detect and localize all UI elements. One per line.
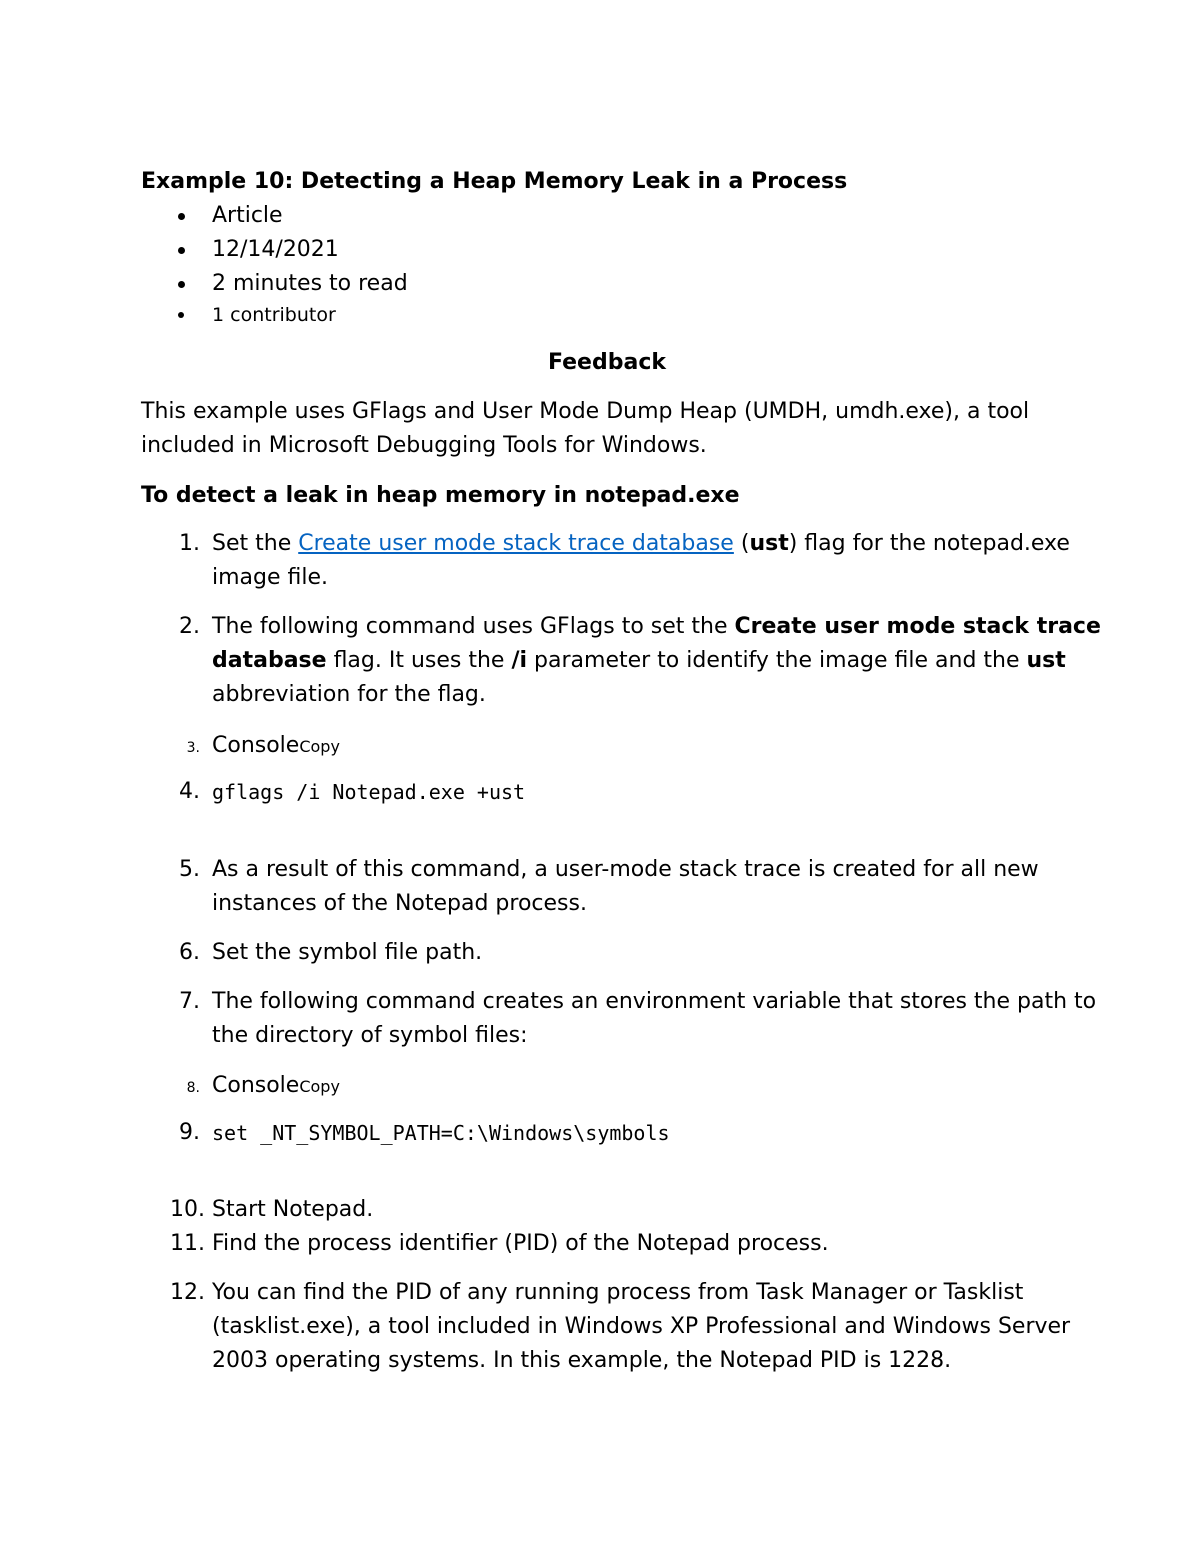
- step-number: 5.: [179, 857, 200, 882]
- step-number: 10.: [170, 1197, 205, 1222]
- meta-date: 12/14/2021: [212, 237, 339, 262]
- step-number: 3.: [186, 740, 200, 756]
- step-2-line-2: database flag. It uses the /i parameter to identify the image file and the ust: [212, 648, 1066, 673]
- step-5-line-1: As a result of this command, a user-mode stack trace is created for all new: [212, 857, 1039, 882]
- step-1-line-1: Set the Create user mode stack trace database (ust) flag for the notepad.exe: [212, 531, 1070, 556]
- ust-flag-link[interactable]: Create user mode stack trace database: [298, 531, 734, 556]
- intro-line-1: This example uses GFlags and User Mode Dump Heap (UMDH, umdh.exe), a tool: [141, 399, 1030, 424]
- bullet-icon: [178, 312, 184, 318]
- step-7-line-2: the directory of symbol files:: [212, 1023, 528, 1048]
- bullet-icon: [178, 213, 185, 220]
- step-2-line-3: abbreviation for the flag.: [212, 682, 486, 707]
- step-1-line-2: image file.: [212, 565, 329, 590]
- step-number: 8.: [186, 1080, 200, 1096]
- meta-contributors: 1 contributor: [212, 304, 336, 326]
- step-number: 7.: [179, 989, 200, 1014]
- step-10-text: Start Notepad.: [212, 1197, 374, 1222]
- step-12-line-2: (tasklist.exe), a tool included in Windows XP Professional and Windows Server: [212, 1314, 1071, 1339]
- step-12-line-3: 2003 operating systems. In this example, the Notepad PID is 1228.: [212, 1348, 952, 1373]
- bullet-icon: [178, 247, 185, 254]
- step-12-line-1: You can find the PID of any running process from Task Manager or Tasklist: [212, 1280, 1024, 1305]
- step-2-line-1: The following command uses GFlags to set the Create user mode stack trace: [212, 614, 1101, 639]
- step-11-text: Find the process identifier (PID) of the Notepad process.: [212, 1231, 829, 1256]
- step-7-line-1: The following command creates an environment variable that stores the path to: [212, 989, 1097, 1014]
- step-number: 12.: [170, 1280, 205, 1305]
- copy-button[interactable]: Copy: [299, 1077, 340, 1096]
- console-label: ConsoleCopy: [212, 1073, 340, 1098]
- step-6-text: Set the symbol file path.: [212, 940, 483, 965]
- intro-line-2: included in Microsoft Debugging Tools for Windows.: [141, 433, 707, 458]
- console-label: ConsoleCopy: [212, 733, 340, 758]
- bullet-icon: [178, 281, 185, 288]
- step-5-line-2: instances of the Notepad process.: [212, 891, 587, 916]
- step-number: 1.: [179, 531, 200, 556]
- feedback-heading[interactable]: Feedback: [548, 350, 666, 375]
- copy-button[interactable]: Copy: [299, 737, 340, 756]
- code-line: gflags /i Notepad.exe +ust: [212, 780, 526, 804]
- step-number: 4.: [179, 779, 200, 804]
- page-title: Example 10: Detecting a Heap Memory Leak in a Process: [141, 169, 848, 194]
- step-number: 11.: [170, 1231, 205, 1256]
- code-line: set _NT_SYMBOL_PATH=C:\Windows\symbols: [212, 1121, 670, 1145]
- step-number: 6.: [179, 940, 200, 965]
- step-number: 9.: [179, 1120, 200, 1145]
- step-number: 2.: [179, 614, 200, 639]
- meta-read-time: 2 minutes to read: [212, 271, 408, 296]
- section-heading: To detect a leak in heap memory in notepad.exe: [141, 483, 740, 508]
- meta-article: Article: [212, 203, 283, 228]
